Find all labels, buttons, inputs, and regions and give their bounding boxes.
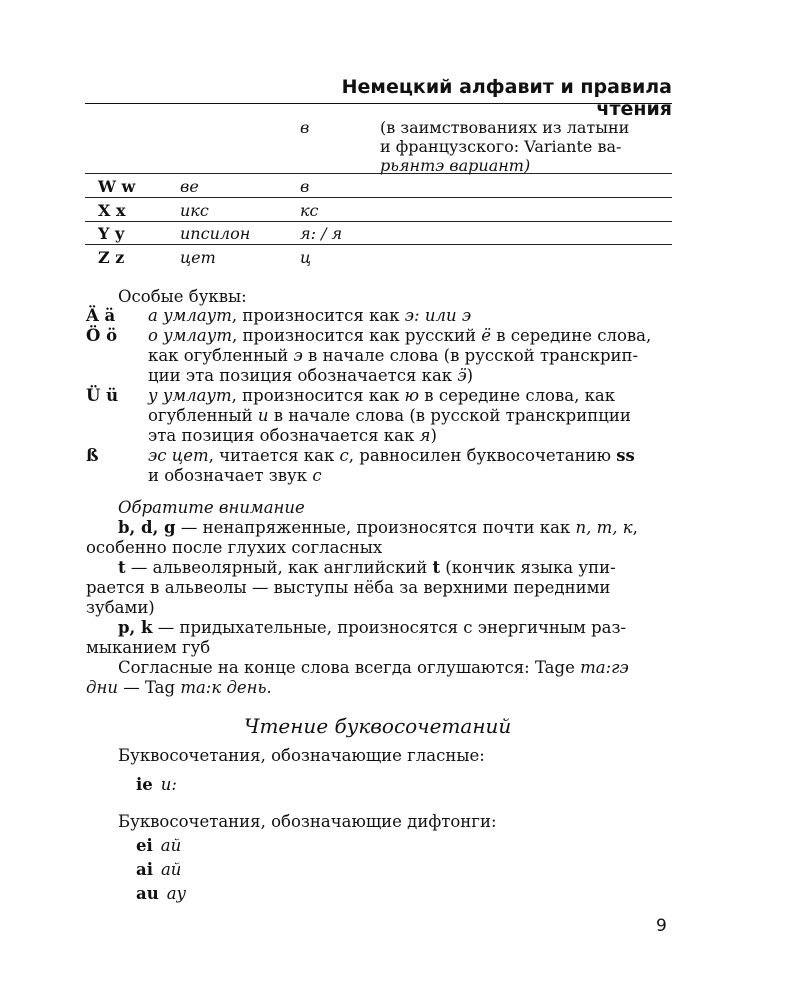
special-letter: ß	[86, 446, 99, 465]
section-title: Чтение буквосочетаний	[244, 714, 512, 738]
special-letter: Ö ö	[86, 326, 118, 345]
special-line: у умлаут, произносится как ю в середине слова, как	[148, 386, 616, 405]
special-line: эс цет, читается как с, равносилен буквосочетанию ss	[148, 446, 635, 465]
table-rule	[85, 244, 672, 245]
table-cont-note-3: рьянтэ вариант)	[380, 156, 531, 175]
notice-bdg: b, d, g — ненапряженные, произносятся почти как п, т, к,	[118, 518, 638, 537]
special-letter: Ä ä	[86, 306, 116, 325]
notice-t: t — альвеолярный, как английский t (кончик языка упи-	[118, 558, 616, 577]
special-line: а умлаут, произносится как э: или э	[148, 306, 472, 325]
table-cont-pron: в	[300, 118, 310, 137]
table-row-letter: W w	[98, 177, 136, 196]
notice-pk-line2: мыканием губ	[86, 638, 211, 657]
notice-bdg-line2: особенно после глухих согласных	[86, 538, 383, 557]
table-row-name: цет	[180, 248, 216, 267]
notice-t-line2: рается в альвеолы — выступы нёба за верхними передними	[86, 578, 611, 597]
table-row-letter: X x	[98, 201, 126, 220]
table-row-pron: я: / я	[300, 224, 343, 243]
special-line: как огубленный э в начале слова (в русской транскрип-	[148, 346, 639, 365]
special-line: эта позиция обозначается как я)	[148, 426, 437, 445]
table-cont-note-1: (в заимствованиях из латыни	[380, 118, 630, 137]
note-2-text: и французского: Variante ва-	[380, 137, 622, 156]
notice-final: Согласные на конце слова всегда оглушаются: Tage та:гэ	[118, 658, 629, 677]
notice-heading: Обратите внимание	[118, 498, 305, 517]
combo-row: ai ай	[136, 860, 182, 879]
table-row-pron: ц	[300, 248, 312, 267]
table-row-name: ипсилон	[180, 224, 251, 243]
table-row-pron: кс	[300, 201, 319, 220]
table-row-letter: Y y	[98, 224, 125, 243]
page-header-title: Немецкий алфавит и правила чтения	[341, 76, 672, 120]
table-rule	[85, 197, 672, 198]
special-line: и обозначает звук с	[148, 466, 322, 485]
special-line: ции эта позиция обозначается как ӭ)	[148, 366, 474, 385]
table-rule	[85, 221, 672, 222]
table-row-pron: в	[300, 177, 310, 196]
notice-final-line2: дни — Tag та:к день.	[86, 678, 272, 697]
notice-t-line3: зубами)	[86, 598, 155, 617]
page-number: 9	[656, 916, 667, 936]
vowels-heading: Буквосочетания, обозначающие гласные:	[118, 746, 485, 765]
combo-row: ie и:	[136, 775, 177, 794]
table-row-letter: Z z	[98, 248, 125, 267]
special-letter: Ü ü	[86, 386, 119, 405]
diph-heading: Буквосочетания, обозначающие дифтонги:	[118, 812, 497, 831]
notice-pk: p, k — придыхательные, произносятся с энергичным раз-	[118, 618, 627, 637]
table-rule	[85, 173, 672, 174]
special-heading: Особые буквы:	[118, 287, 247, 306]
special-line: огубленный и в начале слова (в русской транскрипции	[148, 406, 631, 425]
combo-row: au ау	[136, 884, 187, 903]
special-line: о умлаут, произносится как русский ё в середине слова,	[148, 326, 652, 345]
table-row-name: ве	[180, 177, 199, 196]
combo-row: ei ай	[136, 836, 182, 855]
header-rule	[85, 103, 672, 104]
table-row-name: икс	[180, 201, 209, 220]
table-cont-note-2	[380, 137, 621, 157]
